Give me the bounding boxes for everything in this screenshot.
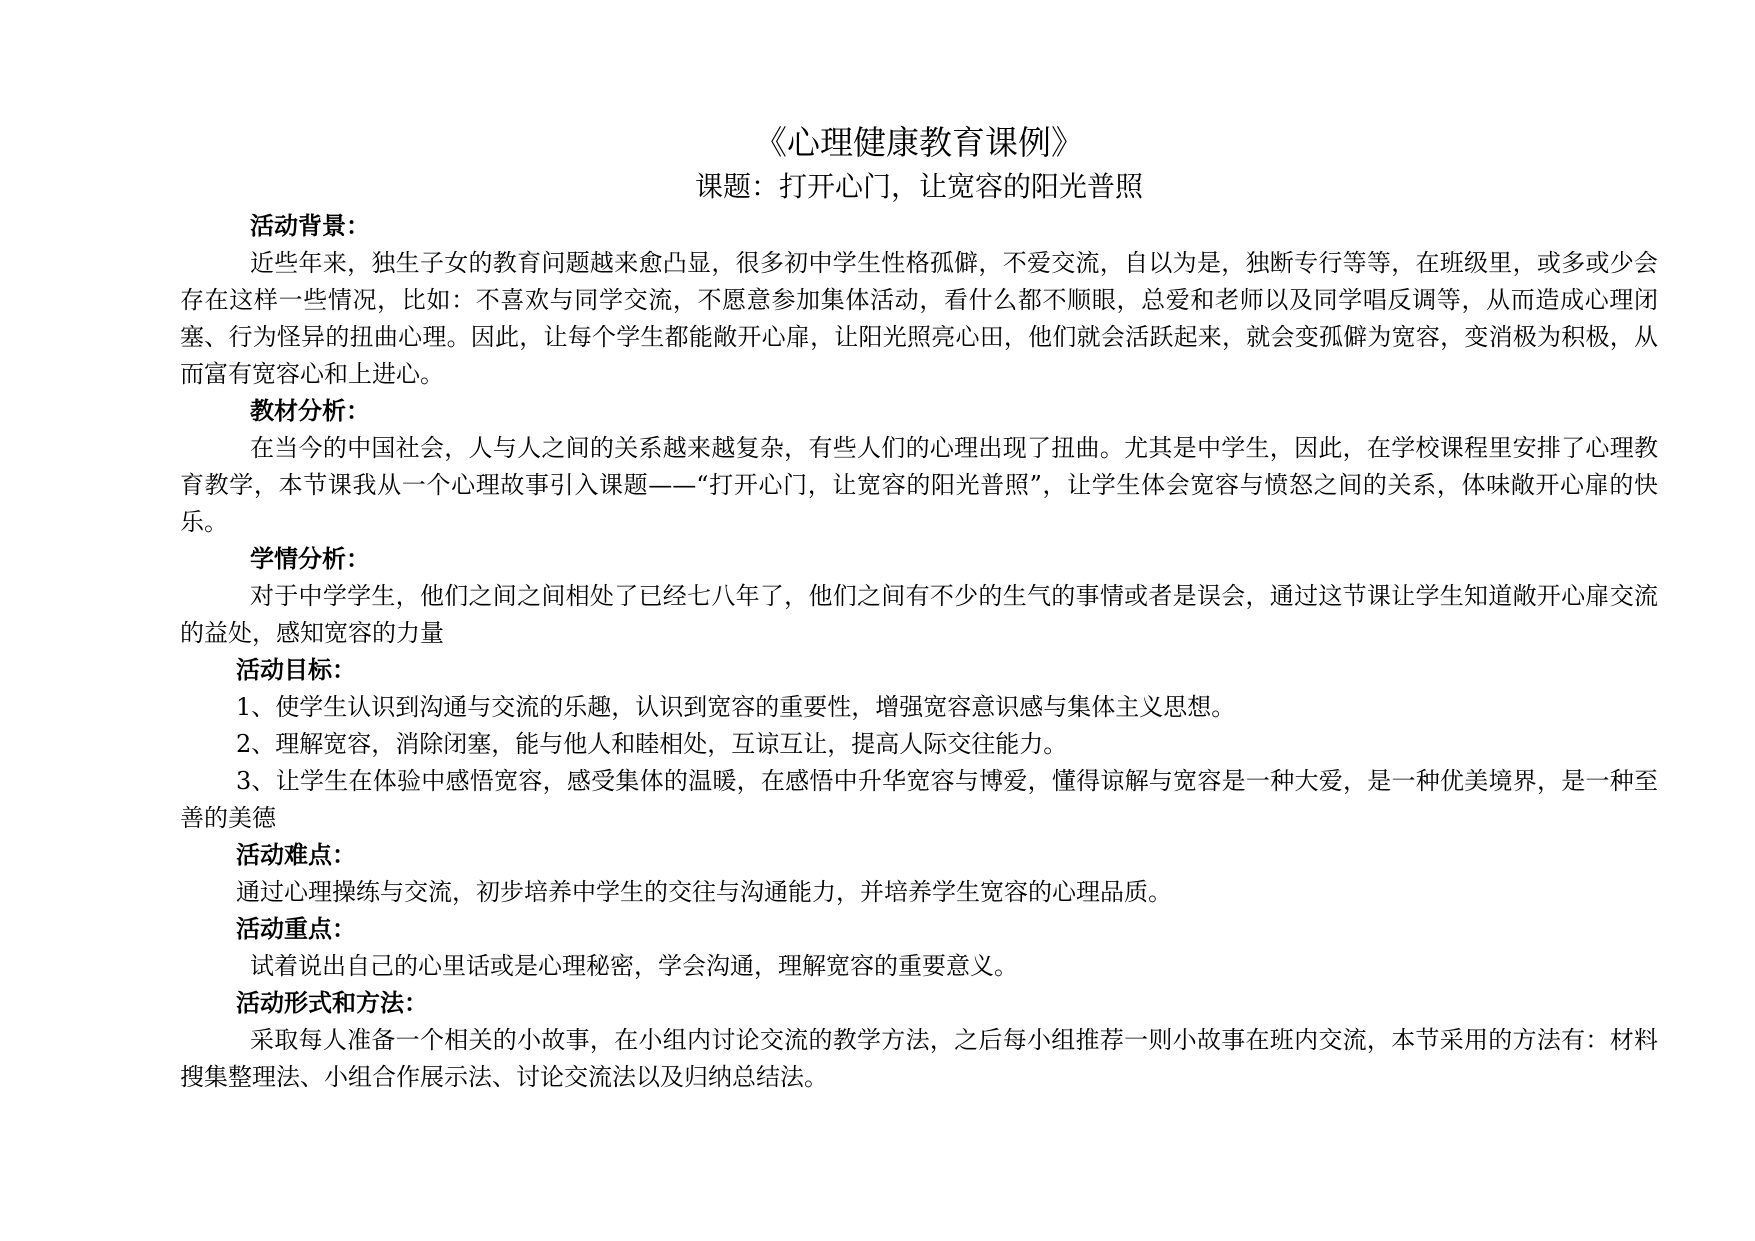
goal-item-1: 1、使学生认识到沟通与交流的乐趣，认识到宽容的重要性，增强宽容意识感与集体主义思想。 [236, 693, 1236, 721]
section-paragraph-key-points: 试着说出自己的心里话或是心理秘密，学会沟通，理解宽容的重要意义。 [250, 952, 1018, 980]
document-title: 《心理健康教育课例》 [754, 123, 1084, 162]
goal-item-3: 3、让学生在体验中感悟宽容，感受集体的温暖，在感悟中升华宽容与博爱，懂得谅解与宽容是一种大爱，是一种优美境界，是一种至善的美德 [180, 767, 1658, 832]
section-paragraph-background: 近些年来，独生子女的教育问题越来愈凸显，很多初中学生性格孤僻，不爱交流，自以为是，独断专行等等，在班级里，或多或少会存在这样一些情况，比如：不喜欢与同学交流，不愿意参加集体活动，看什么都不顺眼，总爱和老师以及同学唱反调等，从而造成心理闭塞、行为怪异的扭曲心理。因此，让每个学生都能敞开心扉，让阳光照亮心田，他们就会活跃起来，就会变孤僻为宽容，变消极为积极，从而富有宽容心和上进心。 [180, 249, 1658, 388]
section-paragraph-methods: 采取每人准备一个相关的小故事，在小组内讨论交流的教学方法，之后每小组推荐一则小故事在班内交流，本节采用的方法有：材料搜集整理法、小组合作展示法、讨论交流法以及归纳总结法。 [180, 1026, 1658, 1091]
section-heading-material-analysis: 教材分析： [250, 397, 370, 425]
section-heading-difficulties: 活动难点： [236, 841, 356, 869]
goal-item-2: 2、理解宽容，消除闭塞，能与他人和睦相处，互谅互让，提高人际交往能力。 [236, 730, 1068, 758]
section-heading-background: 活动背景： [250, 212, 370, 240]
section-heading-goals: 活动目标： [236, 656, 356, 684]
section-heading-student-analysis: 学情分析： [250, 545, 370, 573]
section-paragraph-difficulties: 通过心理操练与交流，初步培养中学生的交往与沟通能力，并培养学生宽容的心理品质。 [236, 878, 1172, 906]
section-paragraph-material-analysis: 在当今的中国社会，人与人之间的关系越来越复杂，有些人们的心理出现了扭曲。尤其是中学生，因此，在学校课程里安排了心理教育教学，本节课我从一个心理故事引入课题——“打开心门，让宽容的阳光普照”，让学生体会宽容与愤怒之间的关系，体味敞开心扉的快乐。 [180, 434, 1658, 536]
section-paragraph-student-analysis: 对于中学学生，他们之间之间相处了已经七八年了，他们之间有不少的生气的事情或者是误会，通过这节课让学生知道敞开心扉交流的益处，感知宽容的力量 [180, 582, 1658, 647]
section-heading-key-points: 活动重点： [236, 915, 356, 943]
section-heading-methods: 活动形式和方法： [236, 989, 428, 1017]
document-subtitle: 课题：打开心门，让宽容的阳光普照 [694, 170, 1143, 203]
document-body [180, 120, 1658, 1096]
